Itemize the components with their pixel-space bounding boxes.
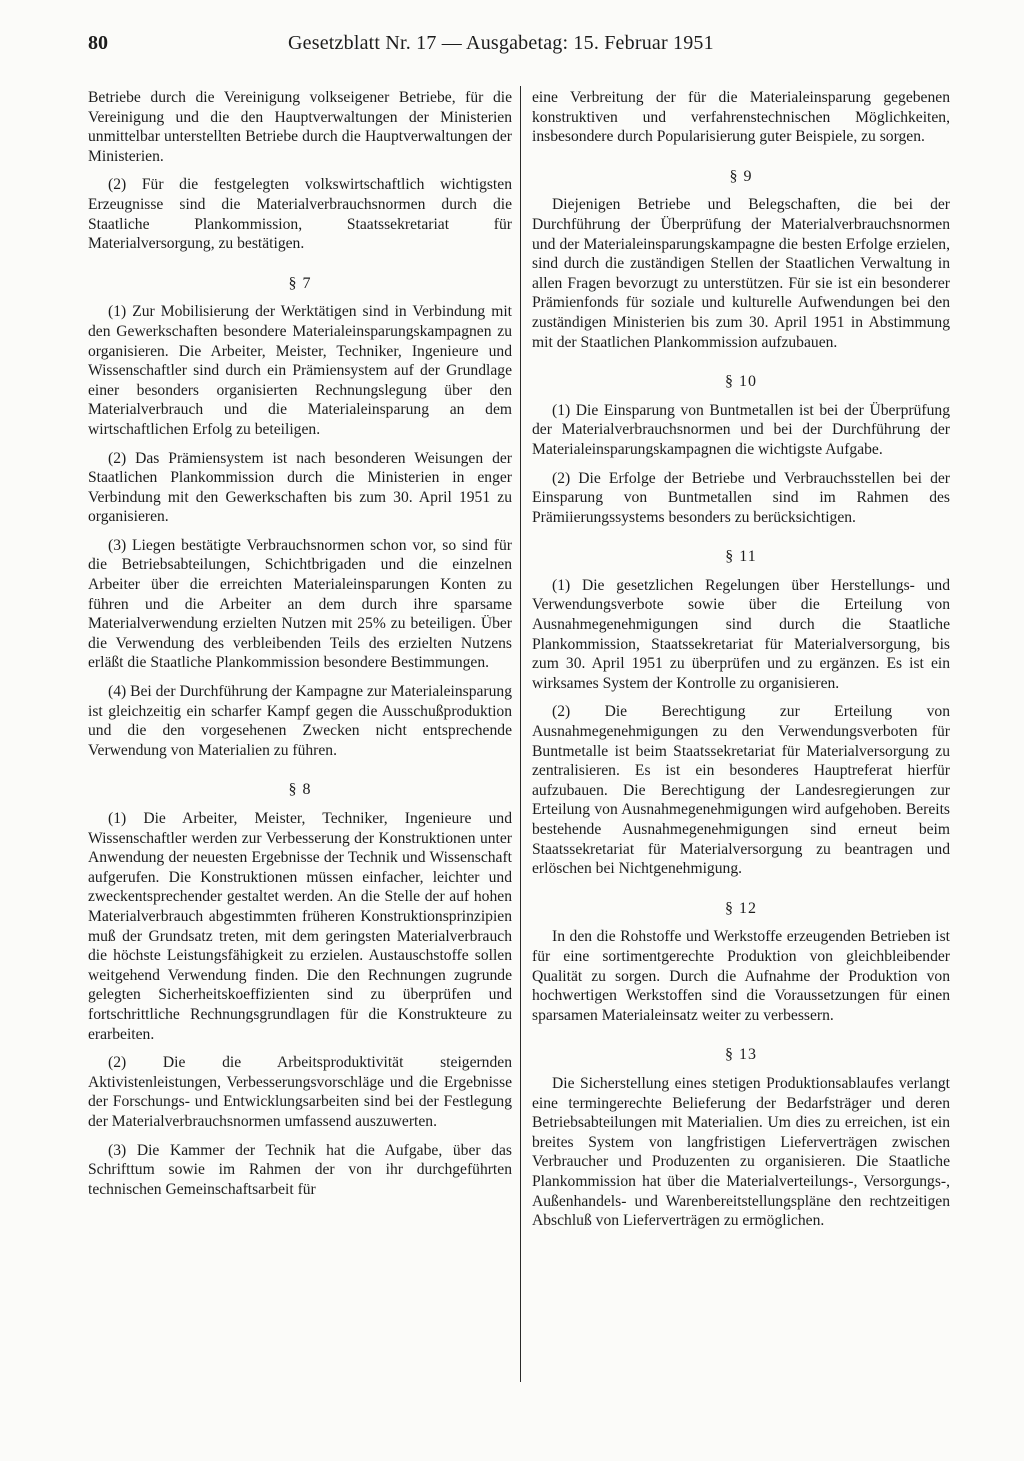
paragraph: (3) Die Kammer der Technik hat die Aufgabe, über das Schrifttum sowie im Rahmen der von ihr durchgeführten technischen Gemeinschaftsarbeit für: [88, 1141, 512, 1198]
section-heading-13: § 13: [725, 1046, 757, 1064]
section-heading-12: § 12: [725, 899, 757, 917]
paragraph: eine Verbreitung der für die Materialeinsparung gegebenen konstruktiven und verfahrenstechnischen Möglichkeiten, insbesondere durch Popularisierung guter Beispiele, zu sorgen.: [532, 89, 950, 146]
paragraph: (2) Die Erfolge der Betriebe und Verbrauchsstellen bei der Einsparung von Buntmetallen sind im Rahmen des Prämiierungssystems besonders zu berücksichtigen.: [532, 469, 950, 526]
section-heading-8: § 8: [288, 781, 312, 799]
page-header: [88, 32, 966, 58]
paragraph: In den die Rohstoffe und Werkstoffe erzeugenden Betrieben ist für eine sortimentgerechte Produktion von gleichbleibender Qualität zu sorgen. Durch die Aufnahme der Produktion von hochwertigen Werkstoffen sind die Voraussetzungen für einen sparsamen Materialeinsatz weiter zu verbessern.: [532, 928, 950, 1024]
left-column: [88, 88, 512, 1208]
paragraph: (2) Die die Arbeitsproduktivität steigernden Aktivistenleistungen, Verbesserungsvorschläge und die Ergebnisse der Forschungs- und Entwicklungsarbeiten sind bei der Festlegung der Materialverbrauchsnormen umfassend auszuwerten.: [88, 1054, 512, 1130]
paragraph: Diejenigen Betriebe und Belegschaften, die bei der Durchführung der Überprüfung der Materialverbrauchsnormen und der Materialeinsparungskampagne die besten Erfolge erzielen, sind durch die zuständigen Stellen der Staatlichen Verwaltung in allen Fragen bevorzugt zu unterstützen. Für sie ist ein besonderer Prämienfonds für soziale und kulturelle Aufwendungen bei den zuständigen Ministerien bis zum 30. April 1951 in Abstimmung mit der Staatlichen Plankommission aufzubauen.: [532, 196, 950, 351]
right-column: [532, 88, 950, 1240]
paragraph: Betriebe durch die Vereinigung volkseigener Betriebe, für die Vereinigung und die den Hauptverwaltungen der Ministerien unmittelbar unterstellten Betriebe durch die Hauptverwaltungen der Ministerien.: [88, 89, 512, 165]
section-heading-11: § 11: [725, 548, 757, 566]
paragraph: (4) Bei der Durchführung der Kampagne zur Materialeinsparung ist gleichzeitig ein scharfer Kampf gegen die Ausschußproduktion und die den vorgesehenen Zwecken nicht entsprechende Verwendung von Materialien zu führen.: [88, 683, 512, 759]
paragraph: (1) Die Einsparung von Buntmetallen ist bei der Überprüfung der Materialverbrauchsnormen und bei der Durchführung der Materialeinsparungskampagnen die wichtigste Aufgabe.: [532, 401, 950, 458]
paragraph: (2) Für die festgelegten volkswirtschaftlich wichtigsten Erzeugnisse sind die Materialverbrauchsnormen durch die Staatliche Plankommission, Staatssekretariat für Materialversorgung, zu bestätigen.: [88, 176, 512, 253]
paragraph: (1) Zur Mobilisierung der Werktätigen sind in Verbindung mit den Gewerkschaften besondere Materialeinsparungskampagnen zu organisieren. Die Arbeiter, Meister, Techniker, Ingenieure und Wissenschaftler sind durch ein Prämiensystem auf der Grundlage einer besonders organisierten Rechnungslegung über den Materialverbrauch und die Materialeinsparung an dem wirtschaftlichen Erfolg zu beteiligen.: [88, 303, 512, 438]
paragraph: (2) Das Prämiensystem ist nach besonderen Weisungen der Staatlichen Plankommission durch die Ministerien in enger Verbindung mit den Gewerkschaften bis zum 30. April 1951 zu organisieren.: [88, 449, 512, 526]
page-number: 80: [88, 32, 108, 54]
column-divider: [520, 86, 521, 1382]
section-heading-9: § 9: [729, 167, 753, 185]
paragraph: Die Sicherstellung eines stetigen Produktionsablaufes verlangt eine termingerechte Belieferung der Bedarfsträger und deren Betriebsabteilungen mit Materialien. Um dies zu erreichen, ist ein breites System von langfristigen Lieferverträgen zwischen Verbraucher und Produzenten zu organisieren. Die Staatliche Plankommission hat über die Materialverteilungs-, Versorgungs-, Außenhandels- und Warenbereitstellungspläne den rechtzeitigen Abschluß von Lieferverträgen zu ermöglichen.: [532, 1074, 950, 1230]
section-heading-10: § 10: [725, 373, 757, 391]
section-heading-7: § 7: [288, 274, 312, 292]
paragraph: (3) Liegen bestätigte Verbrauchsnormen schon vor, so sind für die Betriebsabteilungen, Schichtbrigaden und die einzelnen Arbeiter über die erreichten Materialeinsparungen Konten zu führen und die Arbeiter an dem durch ihre sparsame Materialverwendung erzielten Nutzen mit 25% zu beteiligen. Über die Verwendung des verbleibenden Teils des erzielten Nutzens erläßt die Staatliche Plankommission besondere Bestimmungen.: [88, 536, 512, 672]
paragraph: (1) Die gesetzlichen Regelungen über Herstellungs- und Verwendungsverbote sowie über die Erteilung von Ausnahmegenehmigungen sind durch die Staatliche Plankommission, Staatssekretariat für Materialversorgung, bis zum 30. April 1951 zu überprüfen und zu ergänzen. Es ist ein wirksames System der Kontrolle zu organisieren.: [532, 576, 950, 692]
paragraph: (1) Die Arbeiter, Meister, Techniker, Ingenieure und Wissenschaftler werden zur Verbesserung der Konstruktionen unter Anwendung der neuesten Ergebnisse der Technik und Wissenschaft aufgerufen. Die Konstruktionen müssen einfacher, leichter und zweckentsprechender gestaltet werden. An die Stelle der auf hohen Materialverbrauch abgestimmten früheren Konstruktionsprinzipien muß der Grundsatz treten, mit dem geringsten Materialverbrauch die höchste Leistungsfähigkeit zu erzielen. Austauschstoffe sollen weitgehend Verwendung finden. Die den Rechnungen zugrunde gelegten Sicherheitskoeffizienten sind zu überprüfen und fortschrittliche Rechnungsgrundlagen für die Konstrukteure zu erarbeiten.: [88, 810, 512, 1043]
header-title: Gesetzblatt Nr. 17 — Ausgabetag: 15. Februar 1951: [288, 32, 714, 54]
paragraph: (2) Die Berechtigung zur Erteilung von Ausnahmegenehmigungen zu den Verwendungsverboten für Buntmetalle ist beim Staatssekretariat für Materialversorgung zu zentralisieren. Es ist ein besonderes Hauptreferat hierfür aufzubauen. Die Berechtigung der Landesregierungen zur Erteilung von Ausnahmegenehmigungen wird aufgehoben. Bereits bestehende Ausnahmegenehmigungen sind erneut beim Staatssekretariat für Materialversorgung zu beantragen und erlöschen bei Nichtgenehmigung.: [532, 703, 950, 878]
